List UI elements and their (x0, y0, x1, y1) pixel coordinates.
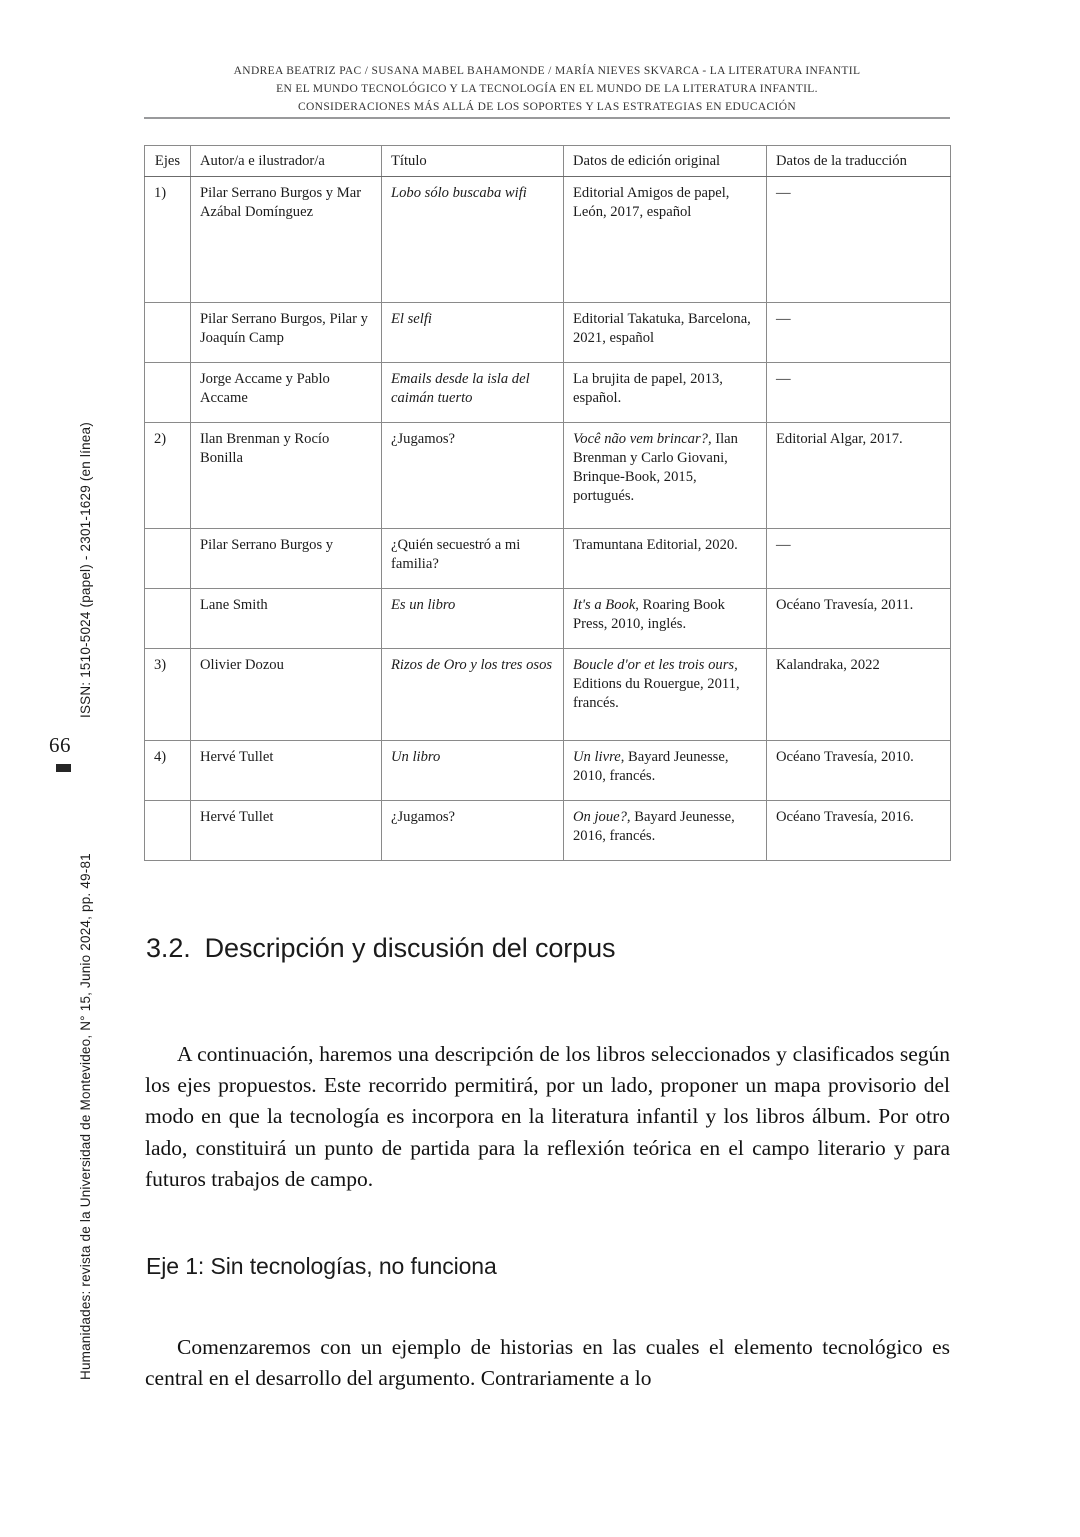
section-number: 3.2. (146, 933, 191, 963)
cell-datos-edicion-original (564, 302, 767, 362)
cell-datos-traduccion: Kalandraka, 2022 (767, 648, 951, 740)
cell-datos-traduccion: Editorial Algar, 2017. (767, 422, 951, 528)
cell-eje (145, 528, 191, 588)
column-header-ejes: Ejes (145, 146, 191, 177)
cell-eje (145, 588, 191, 648)
corpus-table (144, 145, 951, 861)
cell-autor: Hervé Tullet (191, 800, 382, 860)
journal-citation-sidebar-text: Humanidades: revista de la Universidad de Montevideo, N° 15, Junio 2024, pp. 49-81 (78, 853, 93, 1380)
cell-titulo (382, 176, 564, 302)
original-rest-text: , Bayard Jeunesse, 2016, francés. (573, 808, 735, 844)
table-header-row (145, 146, 951, 177)
cell-datos-traduccion: Océano Travesía, 2011. (767, 588, 951, 648)
cell-titulo (382, 740, 564, 800)
cell-datos-edicion-original (564, 362, 767, 422)
cell-titulo (382, 362, 564, 422)
table-header (145, 146, 951, 177)
table-row (145, 302, 951, 362)
table-row (145, 648, 951, 740)
cell-autor: Pilar Serrano Burgos y Mar Azábal Domínguez (191, 176, 382, 302)
cell-titulo (382, 588, 564, 648)
section-title: Descripción y discusión del corpus (204, 933, 616, 963)
page-number: 66 (49, 733, 71, 757)
table-row (145, 588, 951, 648)
original-rest-text: , Roaring Book Press, 2010, inglés. (573, 596, 725, 632)
cell-eje (145, 302, 191, 362)
cell-datos-edicion-original (564, 800, 767, 860)
cell-datos-edicion-original (564, 648, 767, 740)
titulo-text: ¿Jugamos? (391, 430, 456, 447)
original-rest-text: , Ilan Brenman y Carlo Giovani, Brinque-Book, 2015, portugués. (573, 430, 738, 504)
paragraph-eje-1-intro: Comenzaremos con un ejemplo de historias en las cuales el elemento tecnológico es central en el desarrollo del argumento. Contrariamente a lo (145, 1334, 950, 1390)
table-body (145, 176, 951, 860)
subsection-heading-eje-1: Eje 1: Sin tecnologías, no funciona (146, 1253, 497, 1279)
original-title-italic: It's a Book (573, 596, 636, 613)
cell-eje: 1) (145, 176, 191, 302)
column-header-datos-edicion-original: Datos de edición original (564, 146, 767, 177)
titulo-text: Rizos de Oro y los tres osos (391, 656, 553, 673)
issn-sidebar-text: ISSN: 1510-5024 (papel) - 2301-1629 (en línea) (78, 422, 93, 718)
original-title-italic: Boucle d'or et les trois ours, (573, 656, 738, 673)
cell-datos-traduccion: — (767, 176, 951, 302)
cell-titulo (382, 528, 564, 588)
table-row (145, 362, 951, 422)
cell-autor: Pilar Serrano Burgos y (191, 528, 382, 588)
table-row (145, 176, 951, 302)
original-title-italic: On joue? (573, 808, 627, 825)
cell-autor: Ilan Brenman y Rocío Bonilla (191, 422, 382, 528)
cell-datos-edicion-original (564, 528, 767, 588)
cell-eje: 3) (145, 648, 191, 740)
cell-datos-traduccion: — (767, 302, 951, 362)
cell-autor: Hervé Tullet (191, 740, 382, 800)
cell-autor: Pilar Serrano Burgos, Pilar y Joaquín Camp (191, 302, 382, 362)
column-header-datos-traduccion: Datos de la traducción (767, 146, 951, 177)
cell-datos-edicion-original (564, 176, 767, 302)
folio-marker-icon (56, 764, 71, 772)
titulo-text: Es un libro (391, 596, 456, 613)
table-row (145, 528, 951, 588)
cell-autor: Olivier Dozou (191, 648, 382, 740)
cell-datos-traduccion: Océano Travesía, 2016. (767, 800, 951, 860)
titulo-text: Lobo sólo buscaba wifi (391, 184, 527, 201)
titulo-text: ¿Quién secuestró a mi familia? (391, 536, 521, 572)
cell-eje (145, 800, 191, 860)
cell-titulo (382, 800, 564, 860)
cell-datos-traduccion: — (767, 362, 951, 422)
original-rest-text: La brujita de papel, 2013, español. (573, 370, 723, 406)
original-title-italic: Un livre (573, 748, 621, 765)
section-heading (146, 933, 615, 964)
cell-datos-traduccion: — (767, 528, 951, 588)
cell-titulo (382, 302, 564, 362)
cell-eje: 2) (145, 422, 191, 528)
original-title-italic: Você não vem brincar? (573, 430, 708, 447)
table-row (145, 740, 951, 800)
cell-datos-traduccion: Océano Travesía, 2010. (767, 740, 951, 800)
original-rest-text: , Bayard Jeunesse, 2010, francés. (573, 748, 729, 784)
cell-eje (145, 362, 191, 422)
running-head-line-1: ANDREA BEATRIZ PAC / SUSANA MABEL BAHAMONDE / MARÍA NIEVES SKVARCA - LA LITERATURA INFANTIL (233, 65, 861, 77)
original-rest-text: Editions du Rouergue, 2011, francés. (573, 675, 740, 711)
titulo-text: ¿Jugamos? (391, 808, 456, 825)
running-head-line-2: EN EL MUNDO TECNOLÓGICO Y LA TECNOLOGÍA EN EL MUNDO DE LA LITERATURA INFANTIL. (276, 83, 818, 96)
cell-eje: 4) (145, 740, 191, 800)
running-head-line-3: CONSIDERACIONES MÁS ALLÁ DE LOS SOPORTES Y LAS ESTRATEGIAS EN EDUCACIÓN (297, 101, 797, 114)
original-rest-text: Editorial Takatuka, Barcelona, 2021, español (573, 310, 751, 346)
table-row (145, 422, 951, 528)
cell-titulo (382, 648, 564, 740)
column-header-autor: Autor/a e ilustrador/a (191, 146, 382, 177)
column-header-titulo: Título (382, 146, 564, 177)
original-rest-text: Editorial Amigos de papel, León, 2017, español (573, 184, 730, 220)
titulo-text: Un libro (391, 748, 441, 765)
cell-autor: Jorge Accame y Pablo Accame (191, 362, 382, 422)
cell-autor: Lane Smith (191, 588, 382, 648)
cell-datos-edicion-original (564, 588, 767, 648)
cell-titulo (382, 422, 564, 528)
header-divider-rule (144, 117, 950, 119)
table-row (145, 800, 951, 860)
paragraph-corpus-intro: A continuación, haremos una descripción de los libros seleccionados y clasificados según los ejes propuestos. Este recorrido permitirá, por un lado, proponer un mapa provisorio del modo en que la tecnología es incorpora en la literatura infantil y los libros álbum. Por otro lado, constituirá un punto de partida para la reflexión teórica en el campo literario y para futuros trabajos de campo. (145, 1041, 950, 1191)
titulo-text: El selfi (391, 310, 432, 327)
cell-datos-edicion-original (564, 740, 767, 800)
running-head (144, 62, 950, 116)
cell-datos-edicion-original (564, 422, 767, 528)
original-rest-text: Tramuntana Editorial, 2020. (573, 536, 738, 553)
titulo-text: Emails desde la isla del caimán tuerto (391, 370, 530, 406)
